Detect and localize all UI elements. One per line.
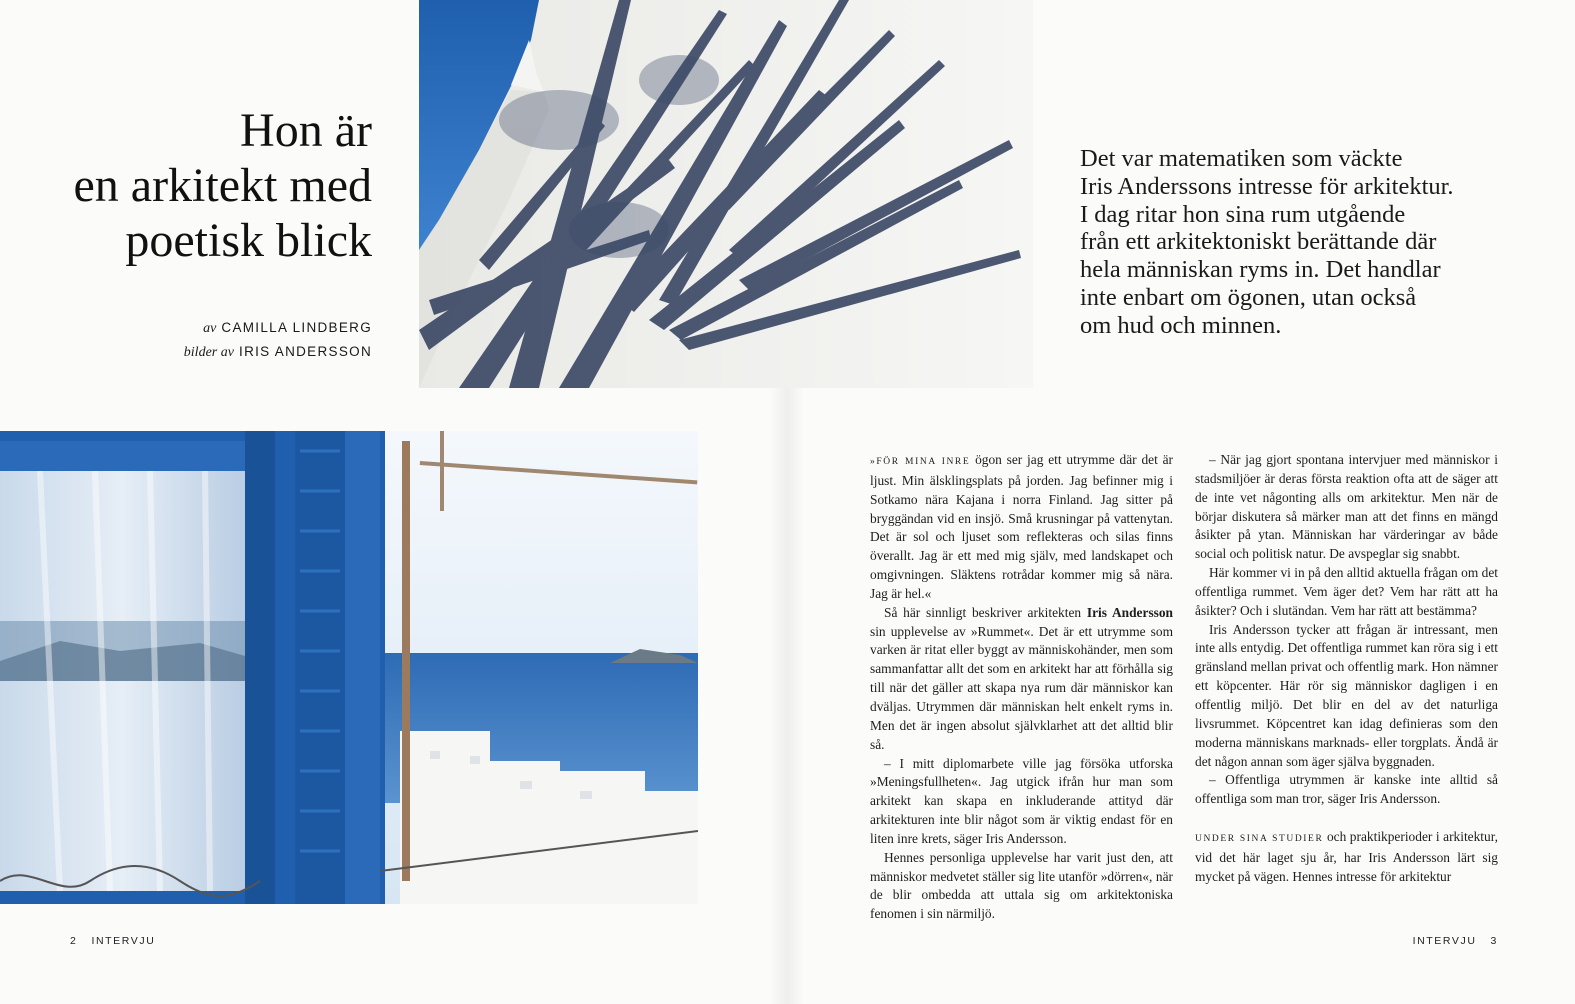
paragraph-lead-in: »FÖR MINA INRE	[870, 457, 971, 467]
body-paragraph	[870, 451, 1173, 604]
photographer-name: IRIS ANDERSSON	[239, 344, 372, 359]
paragraph-lead-in: UNDER SINA STUDIER	[1195, 833, 1324, 844]
author-credit	[184, 316, 372, 340]
body-column-1	[870, 451, 1173, 924]
lead-paragraph	[1080, 145, 1500, 340]
section-label-right: INTERVJU	[1412, 935, 1477, 947]
page-number-right: 3	[1490, 935, 1498, 947]
paragraph-text: sin upplevelse av »Rummet«. Det är ett utrymme som varken är ritat eller byggt av människohänder, men som sammanfattar allt det som en arkitekt har att förhålla sig till när det gäller att skapa nya rum där människor kan dväljas. Utrymmen där människan helt enkelt ryms in. Men det är ingen absolut självklarhet att det alltid blir så.	[870, 623, 1173, 752]
folio-left	[70, 935, 155, 947]
body-paragraph: Här kommer vi in på den alltid aktuella frågan om det offentliga rummet. Vem äger det? Vem har rätt att ha åsikter? Och i slutändan. Vem har rätt att bestämma?	[1195, 565, 1498, 618]
lead-line: I dag ritar hon sina rum utgående	[1080, 200, 1406, 228]
body-column-2	[1195, 451, 1498, 886]
headline-line-3: poetisk blick	[125, 214, 372, 267]
palm-shadow-image	[419, 0, 1033, 388]
article-headline	[12, 103, 372, 268]
window-sea-photo	[0, 431, 698, 904]
name-highlight: Iris Andersson	[1086, 604, 1174, 620]
paragraph-text: ögon ser jag ett utrymme där det är ljust. Min älsklingsplats på jorden. Jag befinner mig i Sotkamo nära Kajana i norra Finland. Jag sitter på bryggändan vid en insjö. Små krusningar på vattenytan. Det är sol och ljuset som reflekteras och silas finns överallt. Jag är ett med mig själv, med landskapet och omgivningen. Släktens rotrådar kommer mig så nära. Jag är hel.«	[870, 452, 1174, 601]
folio-right	[1413, 935, 1498, 947]
paragraph-text: Så här sinnligt beskriver arkitekten	[884, 604, 1087, 620]
paragraph-text: och praktikperioder i arkitektur, vid det här laget sju år, har Iris Andersson lärt sig mycket på vägen. Hennes intresse för arkitektur	[1195, 828, 1498, 884]
body-paragraph: – När jag gjort spontana intervjuer med människor i stadsmiljöer är deras första reaktion ofta att de säger att de inte vet någonting alls om arkitektur. Men när de börjar diskutera så märker man att det finns en mängd åsikter på ytan. Människan har värderingar av både social och politisk natur. De avspeglar sig snabbt.	[1195, 452, 1498, 562]
lead-line: hela människan ryms in. Det handlar	[1080, 256, 1441, 284]
headline-line-1: Hon är	[240, 104, 372, 157]
body-paragraph: Hennes personliga upplevelse har varit just den, att människor medvetet ställer sig lite utanför »dörren«, när de blir ombedda att uttala sig om arkitektoniska fenomen i sin närmiljö.	[870, 849, 1173, 922]
author-prefix: av	[203, 321, 217, 336]
section-label-left: INTERVJU	[91, 935, 156, 947]
body-paragraph: – I mitt diplomarbete ville jag försöka utforska »Meningsfullheten«. Jag utgick ifrån hur man som arkitekt kan skapa en inkluderande attityd där arkitekturen inte blir något som är viktig endast för en liten inre krets, säger Iris Andersson.	[870, 755, 1173, 846]
author-name: CAMILLA LINDBERG	[221, 320, 372, 335]
lead-line: om hud och minnen.	[1080, 311, 1282, 339]
byline	[184, 316, 372, 364]
palm-shadow-photo	[419, 0, 1033, 388]
body-paragraph	[1195, 828, 1498, 887]
headline-line-2: en arkitekt med	[73, 159, 372, 212]
page-number-left: 2	[70, 935, 78, 947]
lead-line: inte enbart om ögonen, utan också	[1080, 283, 1417, 311]
body-paragraph: Iris Andersson tycker att frågan är intressant, men inte alls entydig. Det offentliga rummet kan röra sig i ett gränsland mellan privat och offentlig mark. Hon nämner ett köpcenter. Här rör sig människor dagligen i en offentlig miljö. Det blir en del av det naturliga livsrummet. Köpcentret kan idag definieras som den moderna människans marknads- eller torgplats. Ändå är det någon annan som äger själva byggnaden.	[1195, 621, 1498, 769]
photo-prefix: bilder av	[183, 345, 234, 360]
photo-credit	[184, 340, 372, 364]
body-paragraph	[870, 604, 1173, 755]
body-paragraph: – Offentliga utrymmen är kanske inte alltid så offentliga som man tror, säger Iris Andersson.	[1195, 772, 1498, 807]
lead-line: Det var matematiken som väckte	[1080, 145, 1403, 172]
window-sea-image	[0, 431, 698, 904]
lead-line: från ett arkitektoniskt berättande där	[1080, 228, 1437, 256]
lead-line: Iris Anderssons intresse för arkitektur.	[1080, 172, 1454, 200]
